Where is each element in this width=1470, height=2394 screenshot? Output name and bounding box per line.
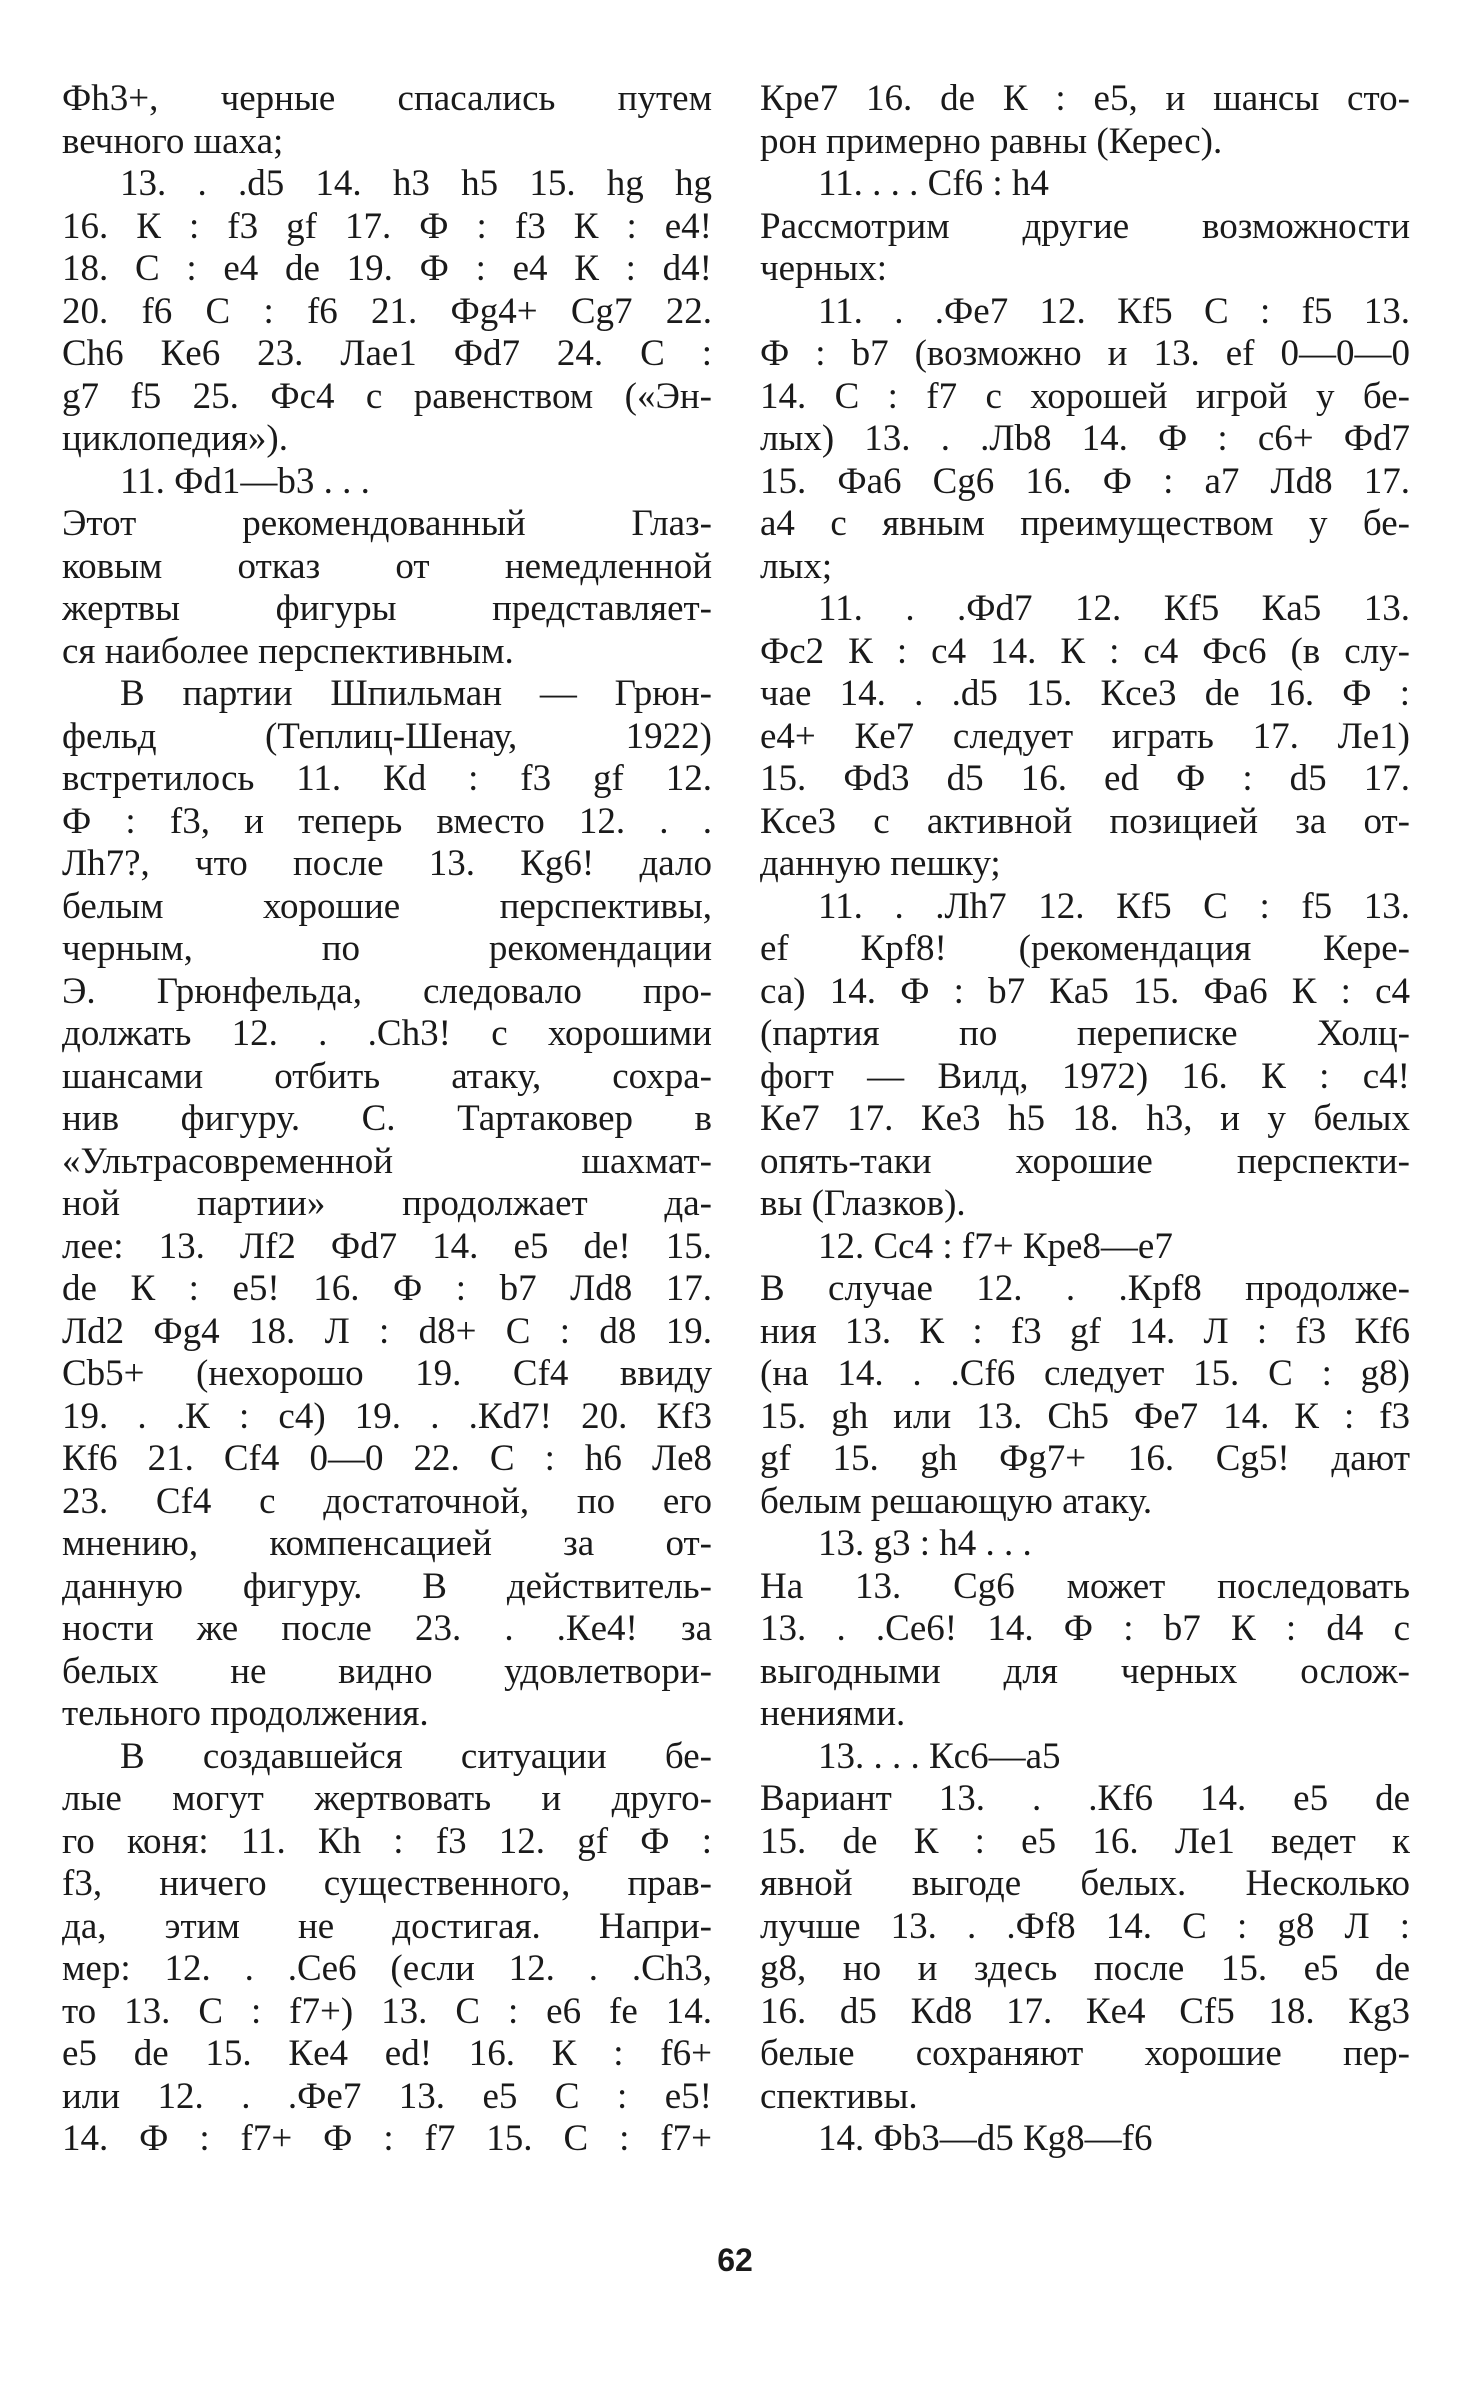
text-line: ности же после 23. . .Кe4! за [62, 1608, 712, 1649]
right-text-column [760, 78, 1410, 2161]
text-line: 14. Ф : f7+ Ф : f7 15. С : f7+ [62, 2118, 712, 2159]
text-line: или 12. . .Фe7 13. e5 С : e5! [62, 2075, 712, 2117]
text-line: Рассмотрим другие возможности [760, 205, 1410, 247]
text-line: 16. d5 Кd8 17. Кe4 Сf5 18. Кg3 [760, 1990, 1410, 2032]
text-line: ния 13. К : f3 gf 14. Л : f3 Кf6 [760, 1310, 1410, 1352]
text-line: Фh3+, черные спасались путем [62, 78, 712, 119]
text-line: черных: [760, 248, 887, 289]
text-line: 15. de К : e5 16. Лe1 ведет к [760, 1820, 1410, 1862]
text-line: e5 de 15. Кe4 ed! 16. К : f6+ [62, 2033, 712, 2074]
text-line: опять-таки хорошие перспекти- [760, 1140, 1410, 1182]
text-line: циклопедия»). [62, 418, 288, 459]
text-line: ной партии» продолжает да- [62, 1183, 712, 1224]
left-text-column [62, 78, 712, 2161]
text-line: Кf6 21. Сf4 0—0 22. С : h6 Лe8 [62, 1438, 712, 1479]
text-line: белым хорошие перспективы, [62, 885, 712, 927]
text-line: 20. f6 С : f6 21. Фg4+ Сg7 22. [62, 290, 712, 332]
text-line: 13. . . . Кc6—a5 [818, 1735, 1061, 1777]
text-line: явной выгоде белых. Несколько [760, 1863, 1410, 1904]
text-line: мнению, компенсацией за от- [62, 1523, 712, 1564]
text-line: фогт — Вилд, 1972) 16. К : c4! [760, 1055, 1410, 1097]
text-line: то 13. С : f7+) 13. С : e6 fe 14. [62, 1990, 712, 2032]
text-line: лее: 13. Лf2 Фd7 14. e5 de! 15. [62, 1225, 712, 1267]
text-line: 15. Фd3 d5 16. ed Ф : d5 17. [760, 758, 1410, 799]
text-line: черным, по рекомендации [62, 928, 712, 969]
text-line: 16. К : f3 gf 17. Ф : f3 К : e4! [62, 205, 712, 247]
text-line: Лh7?, что после 13. Кg6! дало [62, 843, 712, 884]
text-line: Сh6 Кe6 23. Лae1 Фd7 24. С : [62, 333, 712, 374]
text-line: «Ультрасовременной шахмат- [62, 1140, 712, 1182]
text-line: ef Крf8! (рекомендация Кере- [760, 928, 1410, 969]
text-line: 11. . .Фe7 12. Кf5 С : f5 13. [818, 290, 1410, 332]
text-line: g7 f5 25. Фc4 с равенством («Эн- [62, 375, 712, 417]
text-line: (на 14. . .Сf6 следует 15. С : g8) [760, 1353, 1410, 1394]
text-line: лых) 13. . .Лb8 14. Ф : c6+ Фd7 [760, 418, 1410, 459]
text-line: 14. С : f7 с хорошей игрой у бе- [760, 375, 1410, 417]
text-line: 11. . .Лh7 12. Кf5 С : f5 13. [818, 885, 1410, 927]
text-line: На 13. Сg6 может последовать [760, 1565, 1410, 1607]
text-line: шансами отбить атаку, сохра- [62, 1055, 712, 1097]
text-line: 11. . .Фd7 12. Кf5 Кa5 13. [818, 588, 1410, 629]
text-line: чае 14. . .d5 15. Кce3 de 16. Ф : [760, 673, 1410, 714]
text-line: данную фигуру. В действитель- [62, 1565, 712, 1607]
text-line: gf 15. gh Фg7+ 16. Сg5! дают [760, 1438, 1410, 1479]
text-line: вечного шаха; [62, 120, 284, 162]
text-line: 13. . .Сe6! 14. Ф : b7 К : d4 с [760, 1608, 1410, 1649]
text-line: лучше 13. . .Фf8 14. С : g8 Л : [760, 1905, 1410, 1947]
text-line: Фc2 К : c4 14. К : c4 Фc6 (в слу- [760, 630, 1410, 672]
text-line: белых не видно удовлетвори- [62, 1650, 712, 1692]
text-line: Крe7 16. de К : e5, и шансы сто- [760, 78, 1410, 119]
text-line: 15. Фa6 Сg6 16. Ф : a7 Лd8 17. [760, 460, 1410, 502]
text-line: Кe7 17. Кe3 h5 18. h3, и у белых [760, 1098, 1410, 1139]
text-line: белым решающую атаку. [760, 1480, 1153, 1522]
text-line: 15. gh или 13. Сh5 Фe7 14. К : f3 [760, 1395, 1410, 1437]
text-line: 11. . . . Сf6 : h4 [818, 163, 1049, 204]
text-line: Ф : b7 (возможно и 13. ef 0—0—0 [760, 333, 1410, 374]
text-line: Вариант 13. . .Кf6 14. e5 de [760, 1778, 1410, 1819]
text-line: В случае 12. . .Крf8 продолже- [760, 1268, 1410, 1309]
text-line: выгодными для черных ослож- [760, 1650, 1410, 1692]
text-line: мер: 12. . .Сe6 (если 12. . .Сh3, [62, 1948, 712, 1989]
text-line: (партия по переписке Холц- [760, 1013, 1410, 1054]
text-line: 23. Сf4 с достаточной, по его [62, 1480, 712, 1522]
text-line: Э. Грюнфельда, следовало про- [62, 970, 712, 1012]
text-line: белые сохраняют хорошие пер- [760, 2033, 1410, 2074]
text-line: да, этим не достигая. Напри- [62, 1905, 712, 1947]
text-line: 11. Фd1—b3 . . . [120, 460, 370, 502]
text-line: g8, но и здесь после 15. e5 de [760, 1948, 1410, 1989]
text-line: го коня: 11. Кh : f3 12. gf Ф : [62, 1820, 712, 1862]
text-line: должать 12. . .Сh3! с хорошими [62, 1013, 712, 1054]
text-line: данную пешку; [760, 843, 1001, 884]
text-line: ся наиболее перспективным. [62, 630, 514, 672]
text-line: лые могут жертвовать и друго- [62, 1778, 712, 1819]
text-line: 13. . .d5 14. h3 h5 15. hg hg [120, 163, 712, 204]
text-line: 19. . .К : c4) 19. . .Кd7! 20. Кf3 [62, 1395, 712, 1437]
text-line: 18. С : e4 de 19. Ф : e4 К : d4! [62, 248, 712, 289]
text-line: нив фигуру. С. Тартаковер в [62, 1098, 712, 1139]
text-line: лых; [760, 545, 833, 587]
text-line: вы (Глазков). [760, 1183, 966, 1224]
text-line: Этот рекомендованный Глаз- [62, 503, 712, 544]
text-line: e4+ Кe7 следует играть 17. Лe1) [760, 715, 1410, 757]
text-line: рон примерно равны (Керес). [760, 120, 1223, 162]
text-line: са) 14. Ф : b7 Кa5 15. Фa6 К : c4 [760, 970, 1410, 1012]
text-line: тельного продолжения. [62, 1693, 429, 1734]
text-line: фельд (Теплиц-Шенау, 1922) [62, 715, 712, 757]
text-line: 13. g3 : h4 . . . [818, 1523, 1032, 1564]
text-line: Ф : f3, и теперь вместо 12. . . [62, 800, 712, 842]
text-line: спективы. [760, 2075, 918, 2117]
text-line: ковым отказ от немедленной [62, 545, 712, 587]
text-line: нениями. [760, 1693, 906, 1734]
text-line: de К : e5! 16. Ф : b7 Лd8 17. [62, 1268, 712, 1309]
text-line: Кce3 с активной позицией за от- [760, 800, 1410, 842]
text-line: Лd2 Фg4 18. Л : d8+ С : d8 19. [62, 1310, 712, 1352]
text-line: 14. Фb3—d5 Кg8—f6 [818, 2118, 1153, 2159]
text-line: Сb5+ (нехорошо 19. Сf4 ввиду [62, 1353, 712, 1394]
page-number: 62 [717, 2242, 753, 2278]
text-line: жертвы фигуры представляет- [62, 588, 712, 629]
text-line: В создавшейся ситуации бе- [120, 1735, 712, 1777]
text-line: В партии Шпильман — Грюн- [120, 673, 712, 714]
text-line: a4 с явным преимуществом у бе- [760, 503, 1410, 544]
text-line: 12. Сc4 : f7+ Крe8—e7 [818, 1225, 1173, 1267]
text-line: встретилось 11. Кd : f3 gf 12. [62, 758, 712, 799]
text-line: f3, ничего существенного, прав- [62, 1863, 712, 1904]
